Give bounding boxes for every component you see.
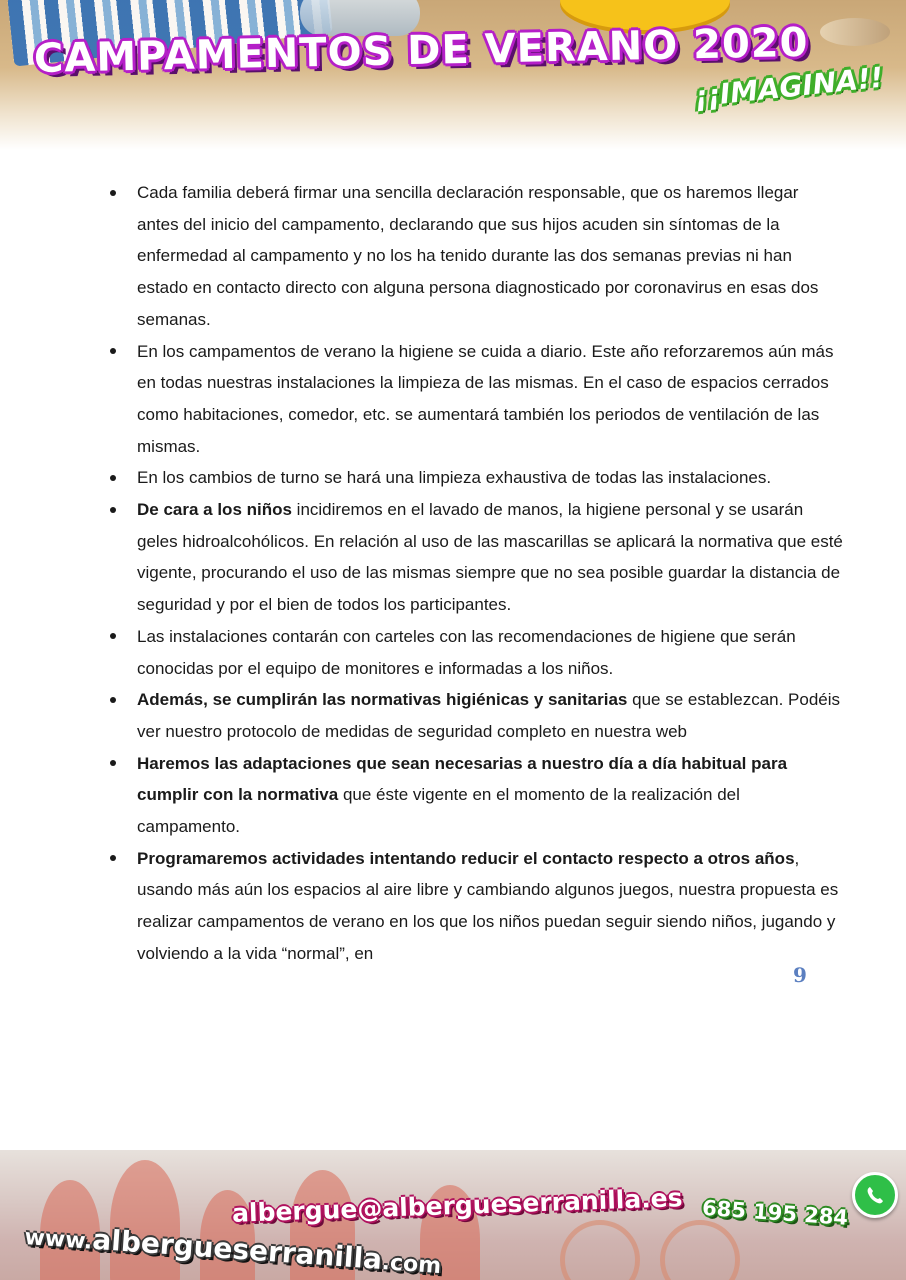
item-text: Las instalaciones contarán con carteles con las recomendaciones de higiene que serán conocidas por el equipo de monitores e informadas a los niños. (137, 626, 796, 678)
bold-lead: Además, se cumplirán las normativas higiénicas y sanitarias (137, 690, 628, 710)
bullet-icon (110, 855, 116, 861)
bicycle-wheel-image (560, 1220, 640, 1280)
bullet-icon (110, 507, 116, 513)
item-text: que éste vigente en el momento de la realización del campamento. (137, 785, 740, 837)
bicycle-wheel-image (660, 1220, 740, 1280)
contact-phone: 685 195 284 (701, 1195, 849, 1230)
item-text: En los campamentos de verano la higiene se cuida a diario. Este año reforzaremos aún más en todas nuestras instalaciones la limpieza de las mismas. En el caso de espacios cerrados como habitaciones, comedor, etc. se aumentará también los periodos de ventilación de las mismas. (137, 341, 834, 456)
whatsapp-icon[interactable] (852, 1172, 898, 1218)
item-text: incidiremos en el lavado de manos, la higiene personal y se usarán geles hidroalcohólicos. En relación al uso de las mascarillas se aplicará la normativa que esté vigente, procurando el uso de las mismas siempre que no sea posible guardar la distancia de seguridad y por el bien de todos los participantes. (137, 500, 843, 615)
list-item (104, 462, 844, 494)
bullet-icon (110, 190, 116, 196)
bold-lead: Haremos las adaptaciones que sean necesarias a nuestro día a día habitual para cumplir con la normativa (137, 753, 788, 805)
item-text: Cada familia deberá firmar una sencilla declaración responsable, que os haremos llegar antes del inicio del campamento, declarando que sus hijos acuden sin síntomas de la enfermedad al campamento y no los ha tenido durante las dos semanas previas ni han estado en contacto directo con alguna persona diagnosticado por coronavirus en esas dos semanas. (137, 183, 819, 329)
list-item (104, 621, 844, 684)
page-number: 9 (793, 963, 807, 987)
document-body (104, 177, 844, 970)
banner-slogan: ¡¡IMAGINA!! (692, 60, 885, 114)
list-item (104, 843, 844, 970)
bullet-icon (110, 633, 116, 639)
bullet-list (104, 177, 844, 970)
bullet-icon (110, 760, 116, 766)
web-prefix: www. (23, 1225, 94, 1255)
web-tld: .com (380, 1250, 442, 1280)
list-item (104, 336, 844, 463)
list-item (104, 684, 844, 747)
item-text: , usando más aún los espacios al aire libre y cambiando algunos juegos, nuestra propuesta es realizar campamentos de verano en los que los niños puedan seguir siendo niños, jugando y volviendo a la vida “normal”, en (137, 848, 839, 963)
bold-lead: De cara a los niños (137, 500, 292, 520)
bullet-icon (110, 697, 116, 703)
web-domain: albergueserranilla (91, 1222, 384, 1276)
bullet-icon (110, 475, 116, 481)
phone-handset-icon (863, 1183, 887, 1207)
banner-title: CAMPAMENTOS DE VERANO 2020 (33, 19, 809, 82)
bullet-icon (110, 348, 116, 354)
footer-banner (0, 1150, 906, 1280)
seashell-image (820, 18, 890, 46)
list-item (104, 177, 844, 336)
item-text: En los cambios de turno se hará una limpieza exhaustiva de todas las instalaciones. (137, 468, 772, 488)
list-item (104, 494, 844, 621)
contact-email-link[interactable]: albergue@albergueserranilla.es (231, 1183, 683, 1228)
header-banner (0, 0, 906, 150)
list-item (104, 748, 844, 843)
bold-lead: Programaremos actividades intentando reducir el contacto respecto a otros años (137, 848, 795, 868)
item-text: que se establezcan. Podéis ver nuestro protocolo de medidas de seguridad completo en nuestra web (137, 690, 841, 741)
